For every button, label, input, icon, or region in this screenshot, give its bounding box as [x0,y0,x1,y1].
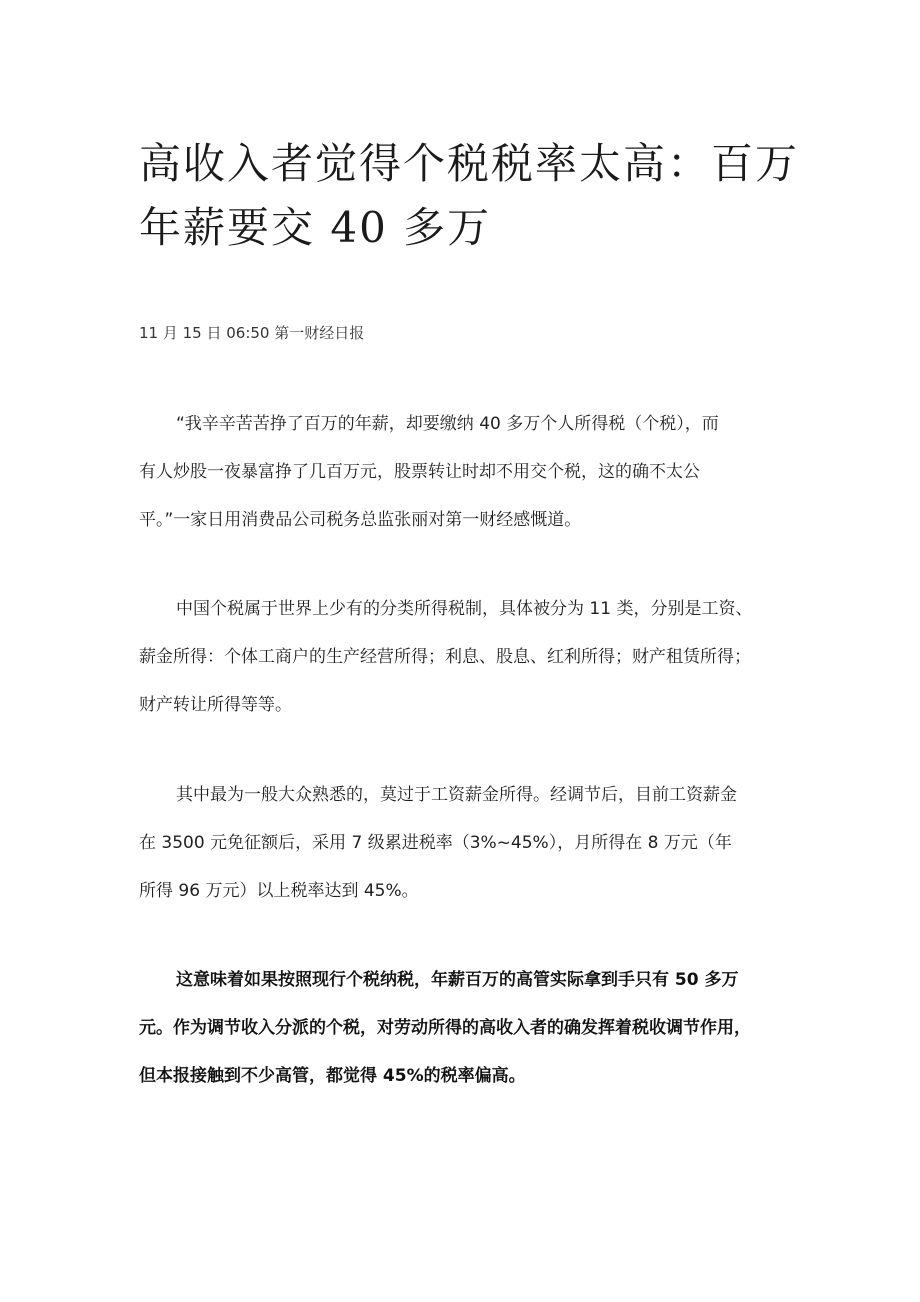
paragraph-line: 财产转让所得等等。 [139,695,292,715]
paragraph-line: “我辛辛苦苦挣了百万的年薪，却要缴纳 40 多万个人所得税（个税），而 [176,414,719,434]
article-title-line-1: 高收入者觉得个税税率太高：百万 [139,139,800,188]
article-title [139,132,800,260]
paragraph-line: 在 3500 元免征额后，采用 7 级累进税率（3%~45%），月所得在 8 万元（年 [139,833,732,853]
paragraph-3 [139,771,789,915]
paragraph-line: 元。作为调节收入分派的个税，对劳动所得的高收入者的确发挥着税收调节作用， [139,1018,751,1038]
article-title-line-2: 年薪要交 40 多万 [139,203,492,252]
paragraph-line: 但本报接触到不少高管，都觉得 45%的税率偏高。 [139,1066,526,1086]
article-meta: 11 月 15 日 06:50 第一财经日报 [139,324,365,342]
paragraph-line: 有人炒股一夜暴富挣了几百万元，股票转让时却不用交个税，这的确不太公 [139,462,700,482]
paragraph-line: 平。”一家日用消费品公司税务总监张丽对第一财经感慨道。 [139,510,582,530]
paragraph-line: 所得 96 万元）以上税率达到 45%。 [139,881,419,901]
paragraph-2 [139,585,789,729]
paragraph-line: 中国个税属于世界上少有的分类所得税制，具体被分为 11 类，分别是工资、 [176,599,753,619]
paragraph-line: 薪金所得：个体工商户的生产经营所得；利息、股息、红利所得；财产租赁所得； [139,647,751,667]
paragraph-line: 其中最为一般大众熟悉的，莫过于工资薪金所得。经调节后，目前工资薪金 [176,785,737,805]
paragraph-1 [139,400,789,544]
paragraph-line: 这意味着如果按照现行个税纳税，年薪百万的高管实际拿到手只有 50 多万 [176,970,739,990]
paragraph-4-bold [139,956,789,1100]
